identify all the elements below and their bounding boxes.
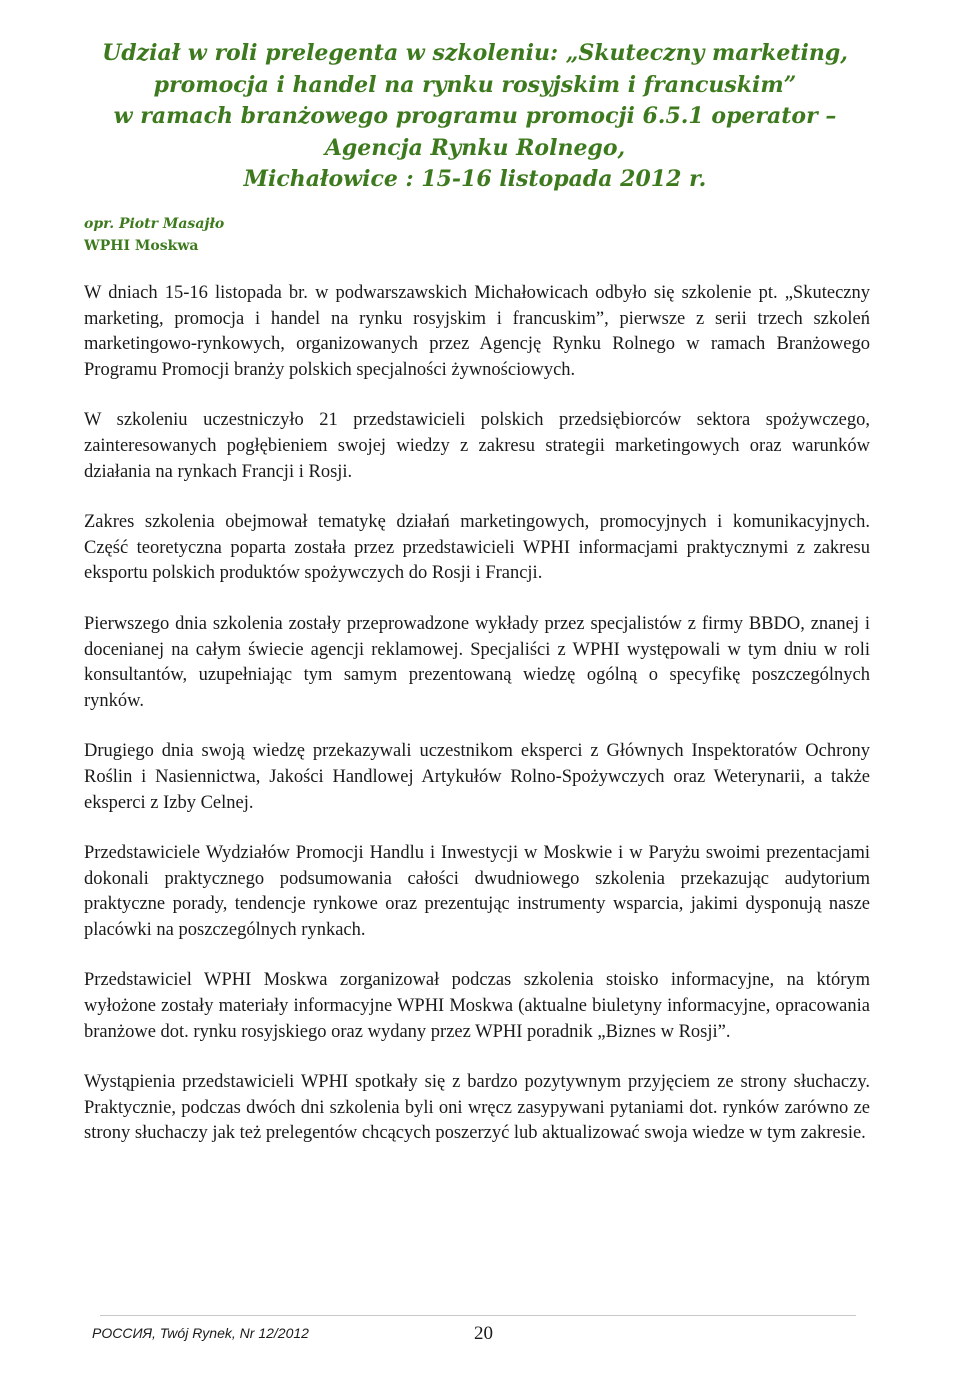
title-line-4: Agencja Rynku Rolnego, — [324, 134, 626, 161]
page-number: 20 — [474, 1323, 493, 1344]
paragraph-intro: W dniach 15-16 listopada br. w podwarszawskich Michałowicach odbyło się szkolenie pt. „Skuteczny marketing, promocja i handel na rynku rosyjskim i francuskim”, pierwsze z serii trzech szkoleń marketingowo-rynkowych, organizowanych przez Agencję Rynku Rolnego w ramach Branżowego Programu Promocji branży polskich specjalności żywnościowych. — [84, 283, 870, 380]
title-line-3: w ramach branżowego programu promocji 6.5.1 operator – — [113, 103, 837, 129]
article-body — [84, 281, 870, 1172]
paragraph-day-one: Pierwszego dnia szkolenia zostały przeprowadzone wykłady przez specjalistów z firmy BBDO, znanej i docenianej na całym świecie agencji reklamowej. Specjaliści z WPHI występowali w tym dniu w roli konsultantów, uzupełniając tym samym prezentowaną wiedzę ogólną o specyfikę poszczególnych rynków. — [84, 613, 870, 711]
title-line-2: promocja i handel na rynku rosyjskim i francuskim” — [153, 71, 797, 98]
footer-divider — [100, 1315, 856, 1316]
paragraph-reception: Wystąpienia przedstawicieli WPHI spotkały się z bardzo pozytywnym przyjęciem ze strony słuchaczy. Praktycznie, podczas dwóch dni szkolenia byli oni wręcz zasypywani pytaniami dot. rynków zarówno ze strony słuchaczy jak też prelegentów chcących poszerzyć lub aktualizować swoja wiedze w tym zakresie. — [84, 1072, 870, 1144]
article-title — [100, 38, 850, 196]
paragraph-info-stand: Przedstawiciel WPHI Moskwa zorganizował podczas szkolenia stoisko informacyjne, na którym wyłożone zostały materiały informacyjne WPHI Moskwa (aktualne biuletyny informacyjne, opracowania branżowe dot. rynku rosyjskiego oraz wydany przez WPHI poradnik „Biznes w Rosji”. — [84, 970, 870, 1042]
paragraph-day-two: Drugiego dnia swoją wiedzę przekazywali uczestnikom eksperci z Głównych Inspektoratów Ochrony Roślin i Nasiennictwa, Jakości Handlowej Artykułów Rolno-Spożywczych oraz Weterynarii, a także eksperci z Izby Celnej. — [84, 741, 870, 813]
page-footer — [84, 1323, 784, 1345]
footer-journal-name: РОССИЯ, Twój Rynek, Nr 12/2012 — [92, 1325, 309, 1341]
title-line-1: Udział w roli prelegenta w szkoleniu: „Skuteczny marketing, — [102, 40, 848, 66]
title-line-5: Michałowice : 15-16 listopada 2012 r. — [243, 166, 707, 192]
author-organization: WPHI Moskwa — [84, 238, 199, 254]
paragraph-participants: W szkoleniu uczestniczyło 21 przedstawicieli polskich przedsiębiorców sektora spożywczego, zainteresowanych pogłębieniem swojej wiedzy z zakresu strategii marketingowych oraz warunków działania na rynkach Francji i Rosji. — [84, 410, 870, 482]
author-block — [84, 213, 224, 257]
paragraph-scope: Zakres szkolenia obejmował tematykę działań marketingowych, promocyjnych i komunikacyjnych. Część teoretyczna poparta została przez przedstawicieli WPHI informacjami praktycznymi z zakresu eksportu polskich produktów spożywczych do Rosji i Francji. — [84, 512, 870, 584]
paragraph-representatives: Przedstawiciele Wydziałów Promocji Handlu i Inwestycji w Moskwie i w Paryżu swoimi prezentacjami dokonali praktycznego podsumowania całości dwudniowego szkolenia przekazując audytorium praktyczne porady, tendencje rynkowe oraz prezentując instrumenty wsparcia, jakimi dysponują nasze placówki na poszczególnych rynkach. — [84, 843, 870, 940]
author-name: opr. Piotr Masajło — [84, 216, 225, 232]
